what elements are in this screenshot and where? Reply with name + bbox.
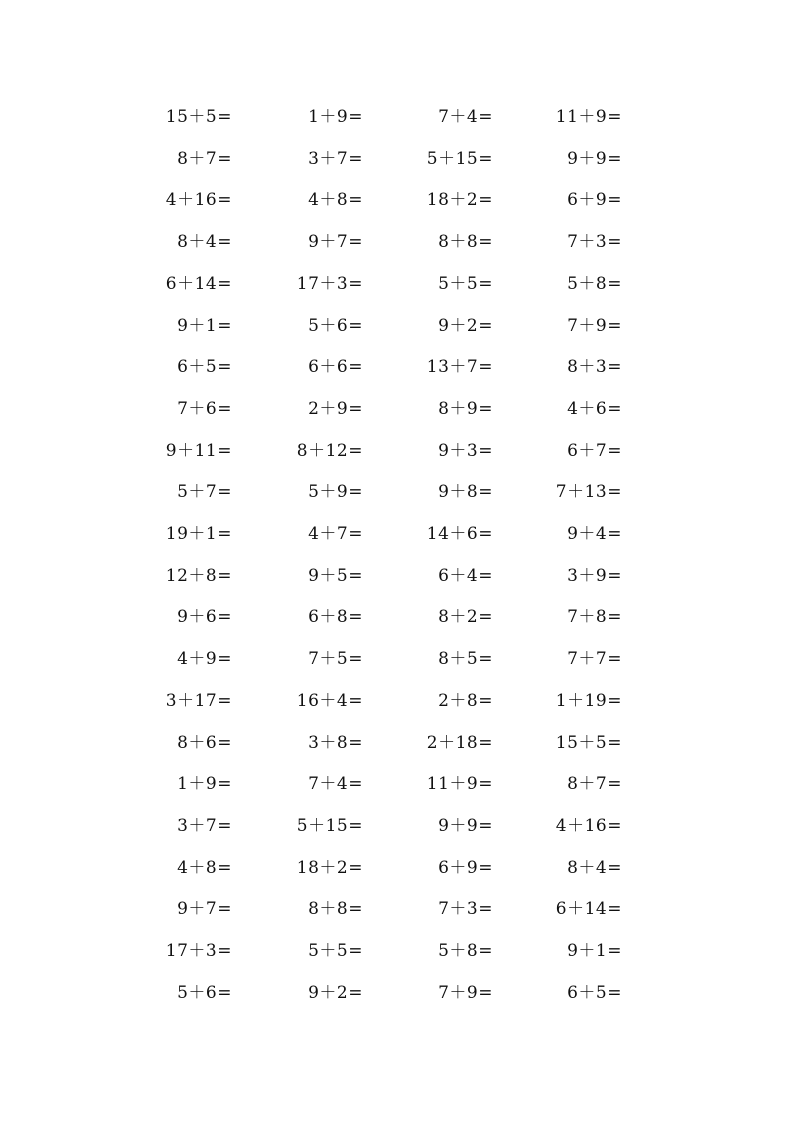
addition-problem: 9＋11= [165,440,232,461]
addition-problem: 8＋8= [308,899,363,920]
addition-problem: 8＋4= [177,232,232,253]
addition-problem: 9＋7= [308,232,363,253]
addition-problem: 2＋8= [438,690,493,711]
addition-problem: 9＋4= [567,524,622,544]
addition-problem: 7＋9= [567,315,622,336]
addition-problem: 4＋6= [567,398,622,419]
addition-problem: 11＋9= [555,107,622,127]
addition-problem: 5＋8= [567,273,622,294]
addition-problem: 3＋17= [165,690,232,711]
problem-row [0,102,794,132]
addition-problem: 4＋8= [308,190,363,211]
problem-row [0,394,794,424]
addition-problem: 8＋4= [567,857,622,878]
addition-problem: 8＋2= [438,607,493,628]
addition-problem: 4＋9= [177,649,232,670]
addition-problem: 9＋5= [308,565,363,586]
problem-row [0,894,794,924]
addition-problem: 4＋16= [165,190,232,211]
addition-problem: 7＋8= [567,607,622,628]
addition-problem: 7＋7= [567,649,622,670]
problem-row [0,477,794,507]
problem-row [0,686,794,716]
addition-problem: 7＋4= [438,107,493,127]
addition-problem: 8＋7= [177,148,232,169]
addition-problem: 6＋5= [567,982,622,1003]
problem-row [0,144,794,174]
addition-problem: 9＋9= [567,148,622,169]
addition-problem: 6＋8= [308,607,363,628]
addition-problem: 9＋2= [308,982,363,1003]
addition-problem: 6＋5= [177,357,232,378]
addition-problem: 17＋3= [296,273,363,294]
addition-problem: 14＋6= [426,524,493,544]
addition-problem: 8＋12= [296,440,363,461]
addition-problem: 9＋1= [567,941,622,961]
addition-problem: 12＋8= [165,565,232,586]
addition-problem: 9＋7= [177,899,232,920]
problem-row [0,811,794,841]
addition-problem: 19＋1= [165,524,232,544]
addition-problem: 5＋6= [308,315,363,336]
problem-row [0,352,794,382]
problem-row [0,769,794,799]
problem-row [0,853,794,883]
addition-problem: 7＋3= [567,232,622,253]
addition-problem: 9＋8= [438,482,493,503]
addition-problem: 1＋9= [308,107,363,127]
addition-problem: 11＋9= [426,774,493,795]
addition-problem: 5＋8= [438,941,493,961]
addition-problem: 16＋4= [296,690,363,711]
problem-row [0,728,794,758]
addition-problem: 5＋15= [426,148,493,169]
addition-problem: 5＋15= [296,815,363,836]
addition-problem: 6＋9= [438,857,493,878]
problem-row [0,561,794,591]
addition-problem: 6＋9= [567,190,622,211]
addition-problem: 9＋6= [177,607,232,628]
problem-row [0,936,794,966]
addition-problem: 8＋3= [567,357,622,378]
addition-problem: 6＋14= [555,899,622,920]
addition-problem: 2＋18= [426,732,493,753]
addition-problem: 2＋9= [308,398,363,419]
addition-problem: 1＋9= [177,774,232,795]
addition-problem: 4＋16= [555,815,622,836]
addition-problem: 5＋7= [177,482,232,503]
addition-problem: 3＋7= [177,815,232,836]
addition-problem: 8＋5= [438,649,493,670]
addition-problem: 7＋5= [308,649,363,670]
addition-problem: 6＋6= [308,357,363,378]
addition-problem: 13＋7= [426,357,493,378]
problem-row [0,185,794,215]
problem-row [0,978,794,1008]
addition-problem: 15＋5= [555,732,622,753]
addition-problem: 7＋6= [177,398,232,419]
addition-problem: 4＋8= [177,857,232,878]
addition-problem: 3＋9= [567,565,622,586]
problem-row [0,436,794,466]
addition-problem: 9＋2= [438,315,493,336]
addition-problem: 7＋4= [308,774,363,795]
addition-problem: 9＋9= [438,815,493,836]
problem-row [0,644,794,674]
addition-problem: 6＋4= [438,565,493,586]
problem-row [0,311,794,341]
addition-problem: 8＋8= [438,232,493,253]
problem-row [0,519,794,549]
addition-problem: 17＋3= [165,941,232,961]
addition-problem: 7＋9= [438,982,493,1003]
addition-problem: 7＋3= [438,899,493,920]
addition-problem: 7＋13= [555,482,622,503]
addition-problem: 4＋7= [308,524,363,544]
addition-problem: 15＋5= [165,107,232,127]
addition-problem: 3＋7= [308,148,363,169]
addition-problem: 6＋14= [165,273,232,294]
problem-row [0,227,794,257]
addition-problem: 8＋6= [177,732,232,753]
addition-problem: 9＋1= [177,315,232,336]
addition-problem: 8＋9= [438,398,493,419]
addition-problem: 18＋2= [296,857,363,878]
addition-problem: 18＋2= [426,190,493,211]
addition-problem: 5＋6= [177,982,232,1003]
addition-problem: 6＋7= [567,440,622,461]
addition-problem: 5＋5= [438,273,493,294]
addition-problem: 3＋8= [308,732,363,753]
problem-row [0,602,794,632]
addition-problem: 5＋5= [308,941,363,961]
addition-problem: 9＋3= [438,440,493,461]
problem-row [0,269,794,299]
addition-problem: 5＋9= [308,482,363,503]
addition-problem: 8＋7= [567,774,622,795]
addition-problem: 1＋19= [555,690,622,711]
